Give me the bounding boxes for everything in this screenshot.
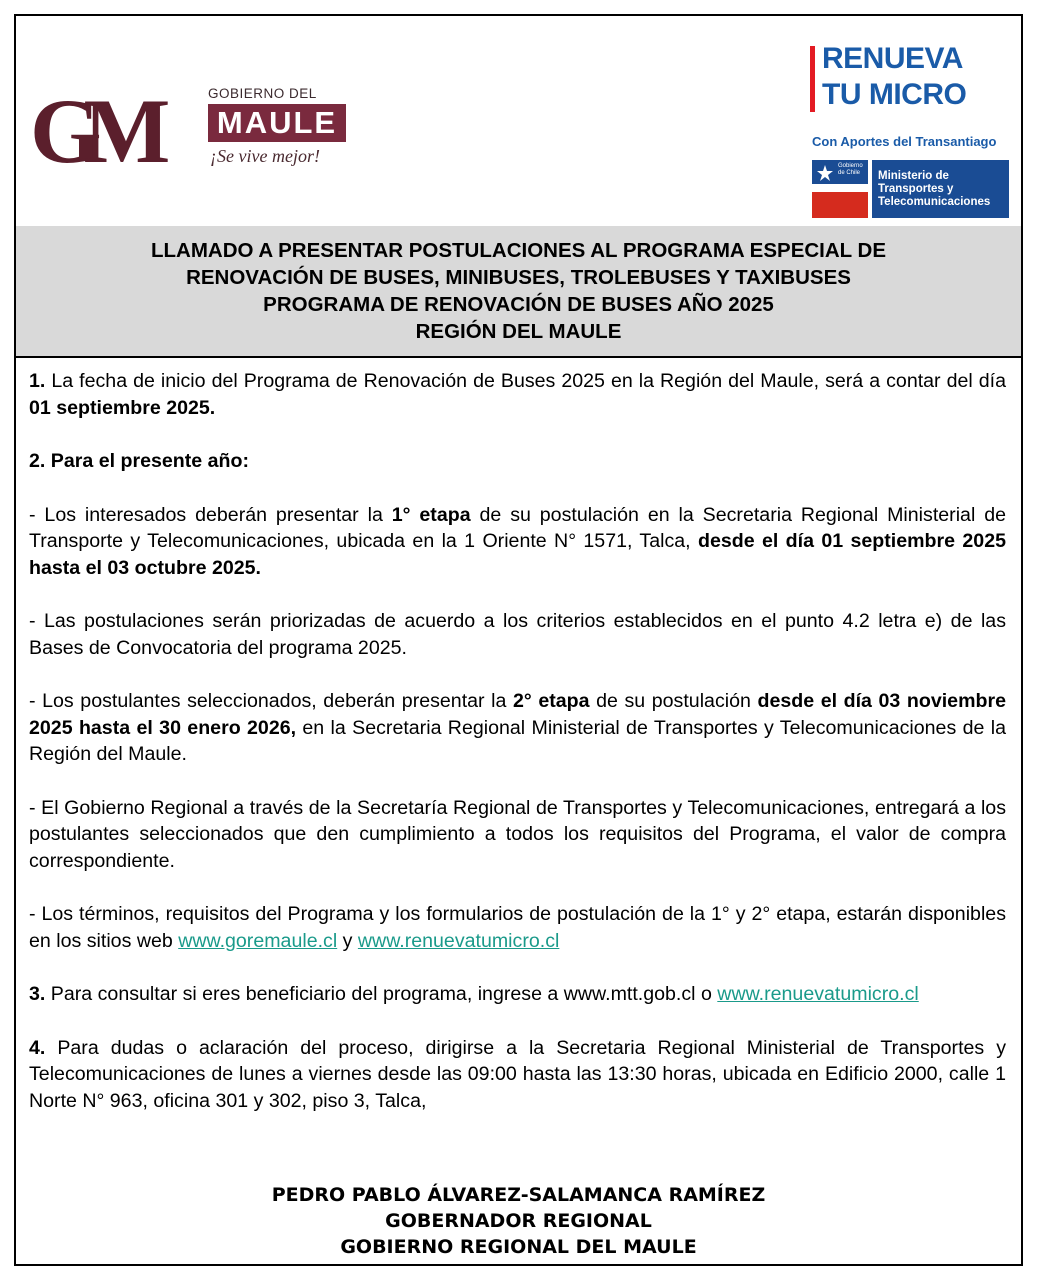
paragraph-3: 3. Para consultar si eres beneficiario del programa, ingrese a www.mtt.gob.cl o www.renuevatumicro.cl [29,983,919,1005]
renuevatumicro-link-2[interactable]: www.renuevatumicro.cl [717,983,919,1005]
signature-block [16,1182,1021,1260]
gore-slogan: ¡Se vive mejor! [210,146,320,166]
paragraph-websites: - Los términos, requisitos del Programa y los formularios de postulación de la 1° y 2° etapa, estarán disponibles en los sitios web www.goremaule.cl y www.renuevatumicro.cl [29,903,1006,952]
paragraph-payment: - El Gobierno Regional a través de la Secretaría Regional de Transportes y Telecomunicaciones, entregará a los postulantes seleccionados que den cumplimiento a todos los requisitos del Programa, el valor de compra correspondiente. [29,796,1006,872]
ministry-label: Ministerio de Transportes y Telecomunicaciones [872,160,1009,218]
paragraph-1: 1. La fecha de inicio del Programa de Renovación de Buses 2025 en la Región del Maule, será a contar del día 01 septiembre 2025. [29,370,1006,419]
gobierno-chile-emblem [812,160,868,218]
header [16,16,1021,228]
title-line-1: LLAMADO A PRESENTAR POSTULACIONES AL PROGRAMA ESPECIAL DE [150,239,886,262]
gore-top-text: GOBIERNO DEL [208,86,317,101]
gob-label: Gobierno de Chile [838,163,863,176]
gore-name: MAULE [208,104,346,142]
signer-institution: GOBIERNO REGIONAL DEL MAULE [340,1236,697,1258]
goremaule-link[interactable]: www.goremaule.cl [178,929,338,952]
gm-monogram: GM [30,80,153,182]
renueva-tu-micro-logo [810,42,1020,220]
paragraph-4: 4. Para dudas o aclaración del proceso, dirigirse a la Secretaria Regional Ministerial de Transportes y Telecomunicaciones de lunes a viernes desde las 09:00 hasta las 13:30 horas, ubicada en Edificio 2000, calle 1 Norte N° 963, oficina 301 y 302, piso 3, Talca, [29,1036,1006,1112]
notice-body [29,368,1006,1141]
paragraph-priority: - Las postulaciones serán priorizadas de acuerdo a los criterios establecidos en el punto 4.2 letra e) de las Bases de Convocatoria del programa 2025. [29,610,1006,659]
renuevatumicro-link[interactable]: www.renuevatumicro.cl [357,929,560,952]
notice-frame [14,14,1023,1266]
gobierno-maule-logo [30,76,350,186]
paragraph-stage-2: - Los postulantes seleccionados, deberán presentar la 2° etapa de su postulación desde el día 03 noviembre 2025 hasta el 30 enero 2026, en la Secretaria Regional Ministerial de Transportes y Telecomunicaciones de la Región del Maule. [29,690,1006,765]
renueva-text: RENUEVA [822,42,963,75]
title-box [16,226,1021,358]
title-line-4: REGIÓN DEL MAULE [415,320,622,343]
tu-micro-text: TU MICRO [822,78,967,111]
title-line-3: PROGRAMA DE RENOVACIÓN DE BUSES AÑO 2025 [263,293,774,316]
signer-name: PEDRO PABLO ÁLVAREZ-SALAMANCA RAMÍREZ [271,1184,766,1206]
star-icon [816,164,834,182]
paragraph-2-heading: 2. Para el presente año: [29,450,249,472]
renueva-subtitle: Con Aportes del Transantiago [812,134,997,149]
paragraph-stage-1: - Los interesados deberán presentar la 1° etapa de su postulación en la Secretaria Regional Ministerial de Transporte y Telecomunicaciones, ubicada en la 1 Oriente N° 1571, Talca, desde el día 01 septiembre 2025 hasta el 03 octubre 2025. [29,503,1006,579]
red-bar [810,46,815,112]
title-line-2: RENOVACIÓN DE BUSES, MINIBUSES, TROLEBUSES Y TAXIBUSES [186,266,851,289]
signer-role: GOBERNADOR REGIONAL [385,1210,652,1232]
